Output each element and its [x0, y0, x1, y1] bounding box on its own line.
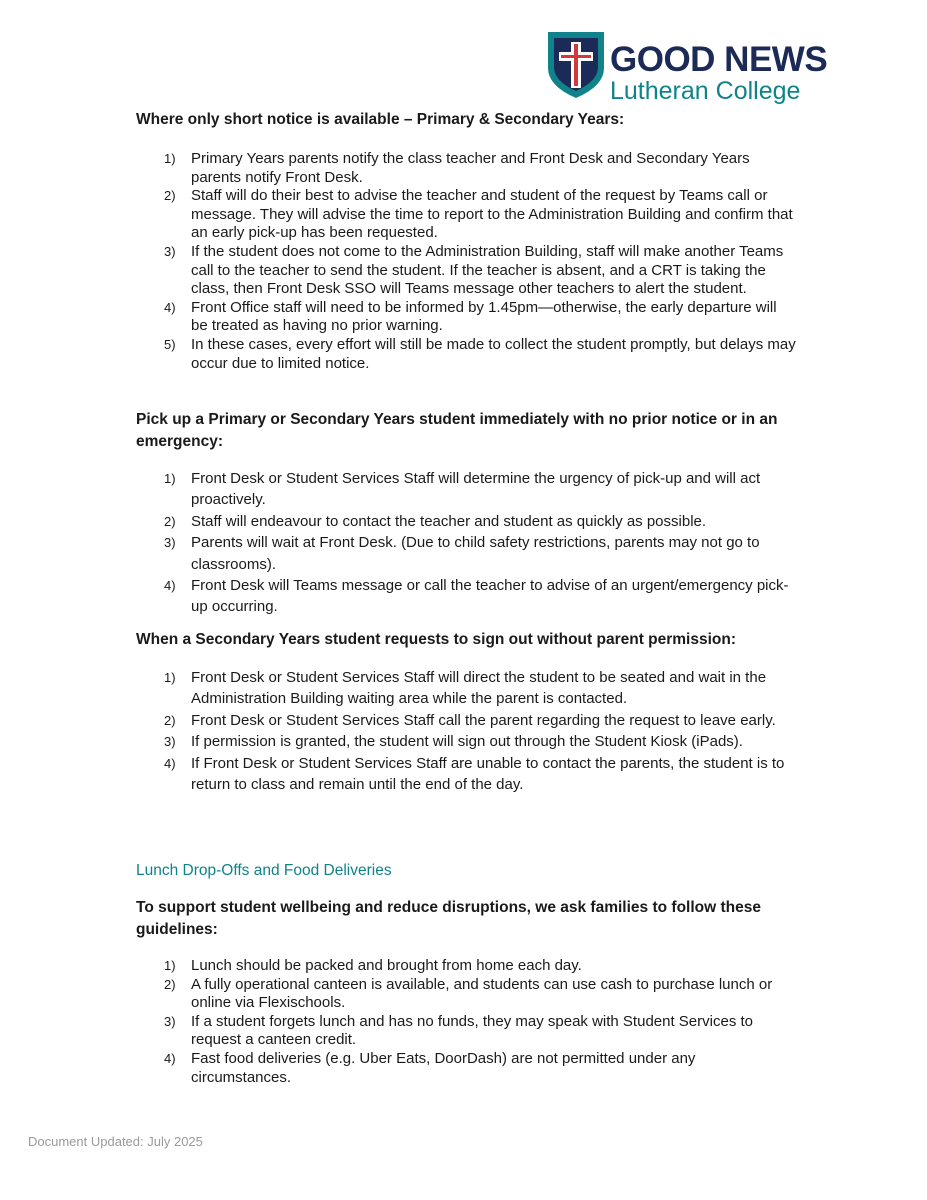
list-item [136, 532, 796, 575]
list-item-text: Primary Years parents notify the class teacher and Front Desk and Secondary Years parents notify Front Desk. [191, 150, 750, 186]
list-number: 4) [164, 299, 176, 315]
list-item-text: Front Desk will Teams message or call the teacher to advise of an urgent/emergency pick-up occurring. [191, 577, 789, 616]
list-number: 3) [164, 734, 176, 750]
list-item-text: Lunch should be packed and brought from home each day. [191, 957, 582, 974]
college-logo [546, 28, 846, 108]
list-number: 1) [164, 670, 176, 685]
list-item-text: Staff will endeavour to contact the teacher and student as quickly as possible. [191, 512, 707, 530]
list-number: 4) [164, 755, 176, 771]
list-item-text: Front Desk or Student Services Staff will direct the student to be seated and wait in the Administration Building waiting area while the parent is contacted. [191, 669, 767, 708]
section-title: Lunch Drop-Offs and Food Deliveries [136, 862, 392, 879]
list-number: 2) [164, 188, 176, 204]
list-item-text: Parents will wait at Front Desk. (Due to child safety restrictions, parents may not go to classrooms). [191, 534, 760, 573]
list-number: 3) [164, 243, 176, 259]
list-number: 1) [164, 471, 176, 486]
list-number: 2) [164, 976, 176, 992]
list-item [136, 511, 796, 532]
list-number: 5) [164, 336, 176, 352]
section-heading: Where only short notice is available – Primary & Secondary Years: [136, 111, 625, 128]
section-heading: To support student wellbeing and reduce disruptions, we ask families to follow these guidelines: [136, 899, 761, 938]
list-item-text: If a student forgets lunch and has no funds, they may speak with Student Services to request a canteen credit. [191, 1012, 753, 1049]
short-notice-list [136, 150, 796, 373]
college-subtitle: Lutheran College [610, 77, 801, 105]
list-item-text: Fast food deliveries (e.g. Uber Eats, DoorDash) are not permitted under any circumstances. [191, 1049, 696, 1086]
list-number: 4) [164, 578, 176, 594]
list-item [136, 150, 796, 187]
list-item [136, 667, 796, 710]
list-item-text: A fully operational canteen is available, and students can use cash to purchase lunch or online via Flexischools. [191, 975, 773, 1012]
list-item [136, 336, 796, 373]
list-item [136, 1013, 796, 1050]
sign-out-list [136, 667, 796, 795]
list-item [136, 753, 796, 796]
list-item-text: In these cases, every effort will still be made to collect the student promptly, but delays may occur due to limited notice. [191, 335, 796, 372]
list-item [136, 731, 796, 752]
list-item-text: Front Office staff will need to be informed by 1.45pm—otherwise, the early departure will be treated as having no prior warning. [191, 298, 777, 335]
list-item [136, 957, 796, 976]
college-shield-icon [546, 28, 606, 100]
list-item [136, 299, 796, 336]
list-number: 3) [164, 1013, 176, 1029]
list-item [136, 187, 796, 243]
list-item [136, 710, 796, 731]
list-number: 4) [164, 1050, 176, 1066]
list-number: 3) [164, 535, 176, 551]
list-item [136, 575, 796, 618]
list-item-text: If the student does not come to the Administration Building, staff will make another Teams call to the teacher to send the student. If the teacher is absent, and a CRT is taking the class, then Front Desk SSO will Teams message other teachers to alert the student. [191, 242, 784, 298]
list-item-text: Front Desk or Student Services Staff call the parent regarding the request to leave early. [191, 711, 776, 729]
list-item-text: Front Desk or Student Services Staff will determine the urgency of pick-up and will act proactively. [191, 470, 761, 509]
list-item [136, 243, 796, 299]
list-item [136, 468, 796, 511]
list-number: 2) [164, 712, 176, 728]
section-heading: Pick up a Primary or Secondary Years student immediately with no prior notice or in an emergency: [136, 411, 778, 450]
list-item [136, 976, 796, 1013]
college-name: GOOD NEWS [610, 40, 828, 79]
list-number: 1) [164, 958, 176, 973]
section-heading: When a Secondary Years student requests to sign out without parent permission: [136, 631, 737, 648]
list-item-text: Staff will do their best to advise the teacher and student of the request by Teams call or message. They will advise the time to report to the Administration Building and confirm that an early pick-up has been requested. [191, 187, 793, 242]
list-number: 1) [164, 151, 176, 166]
emergency-pickup-list [136, 468, 796, 618]
list-number: 2) [164, 513, 176, 529]
list-item-text: If Front Desk or Student Services Staff are unable to contact the parents, the student is to return to class and remain until the end of the day. [191, 754, 785, 794]
document-updated-footer: Document Updated: July 2025 [28, 1134, 203, 1149]
lunch-guidelines-list [136, 957, 796, 1087]
list-item [136, 1050, 796, 1087]
list-item-text: If permission is granted, the student will sign out through the Student Kiosk (iPads). [191, 733, 743, 751]
